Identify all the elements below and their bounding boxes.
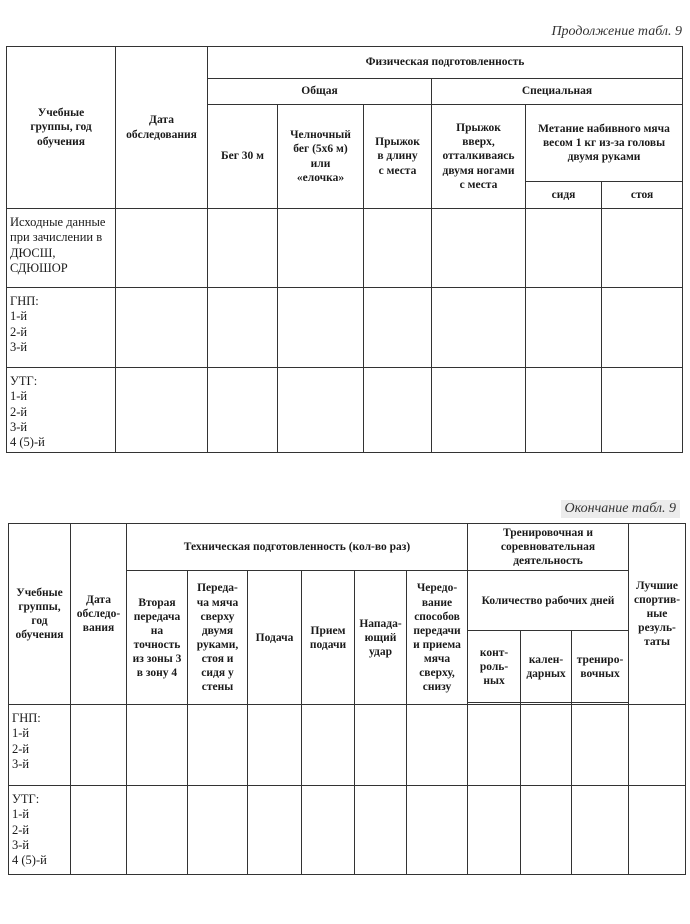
table-row xyxy=(7,288,683,368)
header-standing: стоя xyxy=(602,182,683,209)
header-alternation: Чередо- вание способов передачи и приема мяча сверху, снизу xyxy=(407,571,468,705)
header-best-results: Лучшие спортив- ные резуль- таты xyxy=(629,524,686,705)
header-physical: Физическая подготовленность xyxy=(208,47,683,79)
table-row xyxy=(9,705,686,786)
header-training-days: трениро- вочных xyxy=(572,631,629,703)
technical-fitness-table xyxy=(8,523,686,875)
header-long-jump: Прыжок в длину с места xyxy=(364,105,432,209)
header-high-jump: Прыжок вверх, отталкиваясь двумя ногами с места xyxy=(432,105,526,209)
header-calendar: кален- дарных xyxy=(521,631,572,703)
header-date: Дата обследования xyxy=(116,47,208,209)
header-date: Дата обследо- вания xyxy=(71,524,127,705)
header-groups: Учебные группы, год обучения xyxy=(7,47,116,209)
header-serve: Подача xyxy=(248,571,302,705)
header-technical: Техническая подготовленность (кол-во раз) xyxy=(127,524,468,571)
physical-fitness-table xyxy=(6,46,683,453)
header-second-pass: Вторая передача на точность из зоны 3 в зону 4 xyxy=(127,571,188,705)
table-row xyxy=(7,209,683,288)
row-label-gnp: ГНП: 1-й 2-й 3-й xyxy=(9,705,71,786)
header-attack: Напада- ющий удар xyxy=(355,571,407,705)
header-run30: Бег 30 м xyxy=(208,105,278,209)
header-special: Специальная xyxy=(432,79,683,105)
row-label-utg: УТГ: 1-й 2-й 3-й 4 (5)-й xyxy=(7,368,116,453)
row-label-initial: Исходные данные при зачислении в ДЮСШ, СДЮШОР xyxy=(7,209,116,288)
table1-caption: Продолжение табл. 9 xyxy=(551,24,682,39)
row-label-utg: УТГ: 1-й 2-й 3-й 4 (5)-й xyxy=(9,786,71,875)
header-receive: Прием подачи xyxy=(302,571,355,705)
header-groups: Учебные группы, год обучения xyxy=(9,524,71,705)
header-sitting: сидя xyxy=(526,182,602,209)
table-row xyxy=(9,786,686,875)
header-general: Общая xyxy=(208,79,432,105)
table2-caption: Окончание табл. 9 xyxy=(561,500,681,518)
header-throw: Метание набивного мяча весом 1 кг из-за головы двумя руками xyxy=(526,105,683,182)
header-control: конт- роль- ных xyxy=(468,631,521,703)
header-shuttle: Челночный бег (5х6 м) или «елочка» xyxy=(278,105,364,209)
row-label-gnp: ГНП: 1-й 2-й 3-й xyxy=(7,288,116,368)
header-overhead-pass: Переда- ча мяча сверху двумя руками, стоя и сидя у стены xyxy=(188,571,248,705)
header-training: Тренировочная и соревновательная деятельность xyxy=(468,524,629,571)
table-row xyxy=(7,368,683,453)
header-workdays: Количество рабочих дней xyxy=(468,571,629,631)
